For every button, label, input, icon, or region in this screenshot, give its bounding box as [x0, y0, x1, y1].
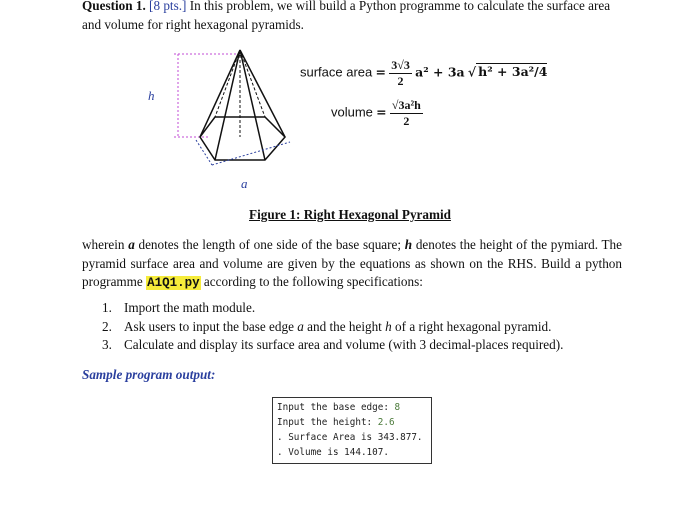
list-var-h: h: [385, 318, 392, 334]
var-a: a: [128, 237, 135, 252]
list-text: of a right hexagonal pyramid.: [391, 318, 552, 334]
sa-numerator: 3√3: [391, 58, 410, 72]
list-number: 2.: [102, 318, 112, 334]
volume-equation: [331, 98, 423, 129]
console-line: [277, 415, 431, 430]
para-text-1: wherein: [82, 237, 129, 252]
vol-fraction: [390, 98, 423, 129]
sa-sqrt: h² + 3a²/4: [478, 64, 548, 80]
pyramid-edges: [200, 50, 285, 160]
sa-denominator: 2: [397, 74, 404, 88]
surface-area-equation: surface area = $\frac{3√3}{2}$ a² + 3a √ h² + 3a²/4: [300, 58, 548, 88]
list-var-a: a: [297, 318, 304, 334]
console-line: [277, 400, 431, 415]
list-item: [98, 336, 618, 355]
list-text: Import the math module.: [124, 300, 256, 315]
list-number: 3.: [102, 337, 112, 352]
surface-area-label: surface area: [300, 64, 373, 80]
list-item: [98, 299, 618, 318]
vol-denominator: 2: [403, 114, 410, 128]
hexagonal-pyramid-figure: [140, 42, 320, 202]
para-text-3: denotes the height of the pymiard. The pyramid surface area and volume are given by the equations as shown on the RHS. Build a python programme: [82, 237, 622, 289]
var-h: h: [404, 237, 413, 252]
vol-numerator: √3a²h: [391, 98, 421, 112]
volume-label: volume: [331, 104, 373, 120]
para-text-4: according to the following specifications:: [200, 274, 423, 289]
question-heading: [82, 0, 627, 34]
sample-output-heading: Sample program output:: [82, 367, 216, 382]
console-line: . Surface Area is 343.877.: [277, 432, 423, 443]
equals-sign-2: =: [376, 104, 387, 120]
console-prompt: Input the base edge:: [277, 402, 395, 413]
console-prompt: Input the height:: [277, 417, 378, 428]
list-text: Ask users to input the base edge: [124, 318, 298, 334]
question-label: Question 1.: [82, 0, 146, 13]
figure-caption: Figure 1: Right Hexagonal Pyramid: [249, 207, 451, 222]
figure-label-h: h: [148, 88, 155, 103]
equals-sign: =: [375, 64, 386, 80]
base-edge-indicator: [212, 142, 290, 165]
spec-list: [98, 299, 618, 355]
list-text: Calculate and display its surface area and volume (with 3 decimal-places required).: [124, 337, 564, 352]
list-item: [98, 318, 618, 337]
figure-label-a: a: [241, 176, 248, 191]
base-hexagon: [200, 117, 285, 160]
para-text-2: denotes the length of one side of the base square;: [134, 237, 405, 252]
console-output: [272, 397, 432, 464]
sa-fraction: [389, 58, 412, 89]
problem-paragraph: [82, 236, 622, 293]
list-number: 1.: [102, 300, 112, 315]
console-line: . Volume is 144.107.: [277, 447, 389, 458]
filename-highlight: A1Q1.py: [147, 276, 200, 290]
sa-tail: a² + 3a: [415, 64, 465, 80]
question-text: In this problem, we will build a Python programme to calculate the surface area and volume for right hexagonal pyramids.: [82, 0, 611, 32]
list-text: and the height: [303, 318, 386, 334]
question-points: [8 pts.]: [149, 0, 187, 13]
console-input-value: 2.6: [377, 417, 395, 428]
console-input-value: 8: [394, 402, 401, 413]
